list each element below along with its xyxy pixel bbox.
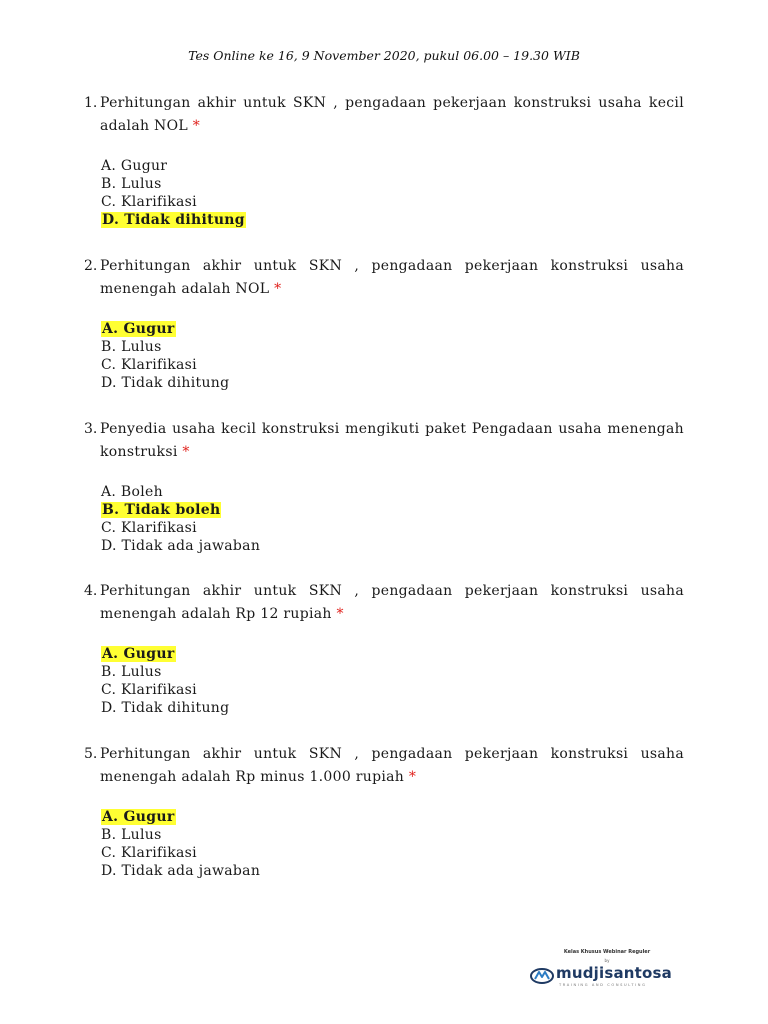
option-a-answer: A. Gugur xyxy=(102,321,175,337)
option-list xyxy=(101,320,684,392)
required-asterisk: * xyxy=(274,281,282,297)
option-d: D. Tidak ada jawaban xyxy=(101,863,261,879)
option-b: B. Lulus xyxy=(101,339,162,355)
question-text: Penyedia usaha kecil konstruksi mengikuti paket Pengadaan usaha menengah konstruksi * xyxy=(100,421,684,460)
question-number: 3. xyxy=(84,421,98,437)
page-header: Tes Online ke 16, 9 November 2020, pukul 06.00 – 19.30 WIB xyxy=(188,48,580,63)
question-text: Perhitungan akhir untuk SKN , pengadaan pekerjaan konstruksi usaha menengah adalah Rp minus 1.000 rupiah * xyxy=(100,746,684,785)
option-c: C. Klarifikasi xyxy=(101,845,197,861)
question-3 xyxy=(84,418,684,555)
option-b: B. Lulus xyxy=(101,176,162,192)
option-d-answer: D. Tidak dihitung xyxy=(102,212,245,228)
option-c: C. Klarifikasi xyxy=(101,194,197,210)
option-a: A. Gugur xyxy=(101,158,168,174)
required-asterisk: * xyxy=(336,606,344,622)
option-a-answer: A. Gugur xyxy=(102,646,175,662)
required-asterisk: * xyxy=(182,444,190,460)
question-text: Perhitungan akhir untuk SKN , pengadaan pekerjaan konstruksi usaha kecil adalah NOL * xyxy=(100,95,684,134)
option-a-answer: A. Gugur xyxy=(102,809,175,825)
logo-caption: Kelas Khusus Webinar Reguler xyxy=(563,949,651,955)
option-c: C. Klarifikasi xyxy=(101,682,197,698)
question-2 xyxy=(84,255,684,392)
question-text: Perhitungan akhir untuk SKN , pengadaan pekerjaan konstruksi usaha menengah adalah Rp 12 rupiah * xyxy=(100,583,684,622)
option-d: D. Tidak ada jawaban xyxy=(101,538,261,554)
question-number: 5. xyxy=(84,746,98,762)
option-b-answer: B. Tidak boleh xyxy=(102,502,221,518)
question-1 xyxy=(84,92,684,229)
required-asterisk: * xyxy=(408,769,417,785)
question-number: 2. xyxy=(84,258,98,274)
question-5 xyxy=(84,743,684,880)
question-number: 1. xyxy=(84,95,98,111)
option-d: D. Tidak dihitung xyxy=(101,375,230,391)
logo-by: by xyxy=(604,958,610,963)
logo-tagline: TRAINING AND CONSULTING xyxy=(559,983,647,987)
option-c: C. Klarifikasi xyxy=(101,357,197,373)
option-d: D. Tidak dihitung xyxy=(101,700,230,716)
option-b: B. Lulus xyxy=(101,827,162,843)
question-text: Perhitungan akhir untuk SKN , pengadaan pekerjaan konstruksi usaha menengah adalah NOL * xyxy=(100,258,684,297)
option-b: B. Lulus xyxy=(101,664,162,680)
brand-mark-icon xyxy=(530,966,554,984)
question-number: 4. xyxy=(84,583,98,599)
question-4 xyxy=(84,580,684,717)
option-list xyxy=(101,808,684,880)
option-list xyxy=(101,483,684,555)
required-asterisk: * xyxy=(192,118,201,134)
option-c: C. Klarifikasi xyxy=(101,520,197,536)
brand-logo xyxy=(528,943,688,993)
option-list xyxy=(101,157,684,229)
logo-name: mudjisantosa xyxy=(556,964,672,982)
option-a: A. Boleh xyxy=(101,484,163,500)
option-list xyxy=(101,645,684,717)
